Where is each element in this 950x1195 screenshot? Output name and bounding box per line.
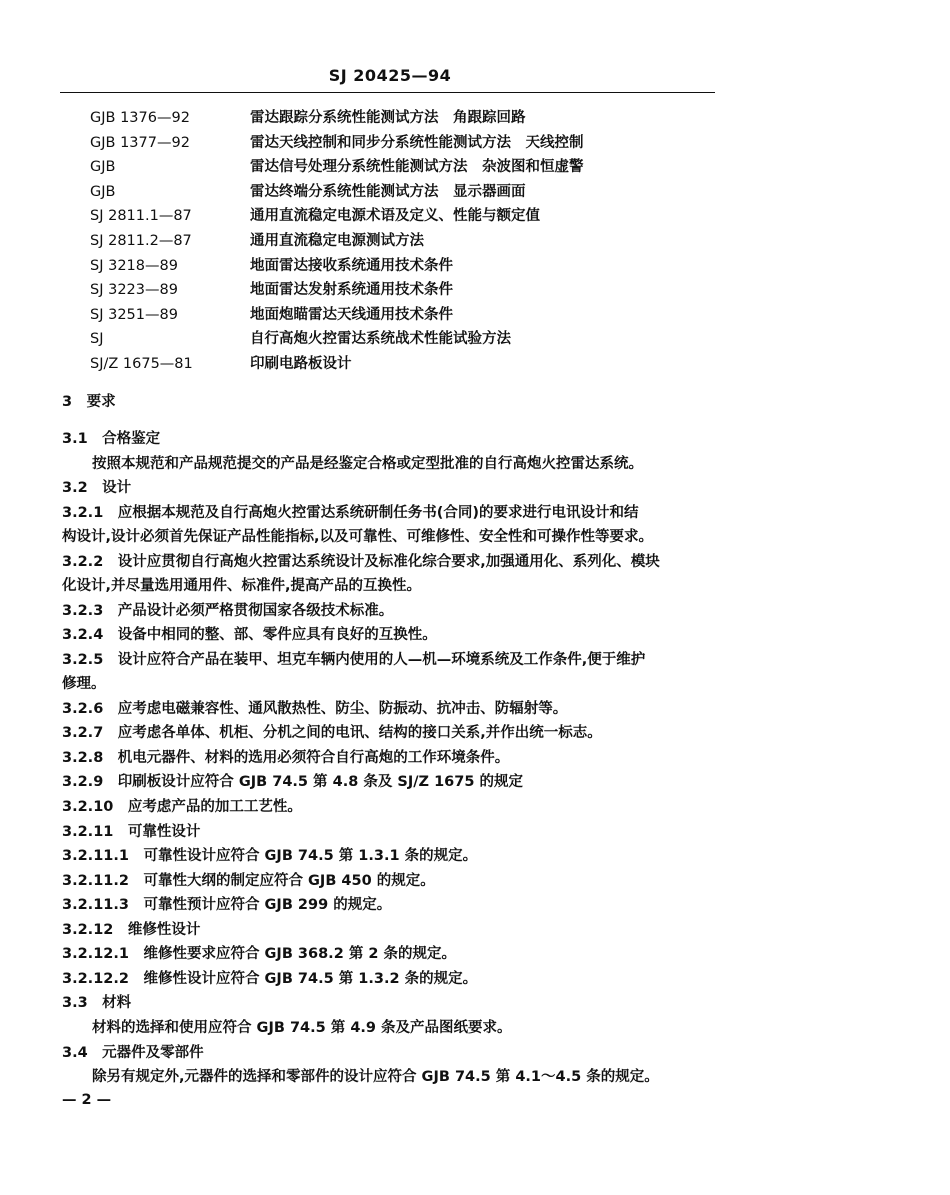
reference-list <box>90 106 730 377</box>
section-heading-3-3: 3.3 材料 <box>62 995 132 1011</box>
reference-row <box>90 327 730 352</box>
paragraph-3-2-11-2: 3.2.11.2 可靠性大纲的制定应符合 GJB 450 的规定。 <box>62 873 435 889</box>
reference-title: 雷达信号处理分系统性能测试方法 杂波图和恒虚警 <box>250 159 584 176</box>
reference-title: 地面炮瞄雷达天线通用技术条件 <box>250 306 453 323</box>
reference-code: SJ 2811.1—87 <box>90 208 192 225</box>
reference-row <box>90 131 730 156</box>
reference-title: 通用直流稳定电源测试方法 <box>250 232 424 249</box>
reference-row <box>90 229 730 254</box>
paragraph-3-2-12-1: 3.2.12.1 维修性要求应符合 GJB 368.2 第 2 条的规定。 <box>62 946 457 962</box>
reference-code: GJB <box>90 183 116 200</box>
paragraph-3-2-2-line1: 3.2.2 设计应贯彻自行高炮火控雷达系统设计及标准化综合要求,加强通用化、系列化、模块 <box>62 554 660 570</box>
reference-row <box>90 106 730 131</box>
reference-code: SJ 3251—89 <box>90 306 178 323</box>
paragraph-3-3: 材料的选择和使用应符合 GJB 74.5 第 4.9 条及产品图纸要求。 <box>92 1020 512 1036</box>
reference-title: 自行高炮火控雷达系统战术性能试验方法 <box>250 331 511 348</box>
paragraph-3-2-10: 3.2.10 应考虑产品的加工工艺性。 <box>62 799 302 815</box>
reference-title: 雷达终端分系统性能测试方法 显示器画面 <box>250 183 526 200</box>
reference-row <box>90 254 730 279</box>
reference-code: SJ 2811.2—87 <box>90 232 192 249</box>
header-rule <box>60 92 715 93</box>
paragraph-3-2-1-line1: 3.2.1 应根据本规范及自行高炮火控雷达系统研制任务书(合同)的要求进行电讯设计和结 <box>62 505 639 521</box>
reference-code: SJ 3218—89 <box>90 257 178 274</box>
reference-title: 通用直流稳定电源术语及定义、性能与额定值 <box>250 208 540 225</box>
page-number: — 2 — <box>62 1092 112 1108</box>
reference-title: 地面雷达接收系统通用技术条件 <box>250 257 453 274</box>
paragraph-3-2-11-1: 3.2.11.1 可靠性设计应符合 GJB 74.5 第 1.3.1 条的规定。 <box>62 848 478 864</box>
paragraph-3-2-9: 3.2.9 印刷板设计应符合 GJB 74.5 第 4.8 条及 SJ/Z 1675 的规定 <box>62 774 523 790</box>
paragraph-3-2-5-line1: 3.2.5 设计应符合产品在装甲、坦克车辆内使用的人—机—环境系统及工作条件,便于维护 <box>62 652 646 668</box>
paragraph-3-2-6: 3.2.6 应考虑电磁兼容性、通风散热性、防尘、防振动、抗冲击、防辐射等。 <box>62 701 568 717</box>
section-heading-3: 3 要求 <box>62 394 116 410</box>
reference-code: GJB <box>90 159 116 176</box>
reference-title: 印刷电路板设计 <box>250 355 352 372</box>
paragraph-3-2-12-2: 3.2.12.2 维修性设计应符合 GJB 74.5 第 1.3.2 条的规定。 <box>62 971 478 987</box>
reference-code: SJ <box>90 331 104 348</box>
reference-row <box>90 303 730 328</box>
paragraph-3-2-11-3: 3.2.11.3 可靠性预计应符合 GJB 299 的规定。 <box>62 897 392 913</box>
paragraph-3-1: 按照本规范和产品规范提交的产品是经鉴定合格或定型批准的自行高炮火控雷达系统。 <box>92 456 643 472</box>
paragraph-3-2-1-line2: 构设计,设计必须首先保证产品性能指标,以及可靠性、可维修性、安全性和可操作性等要求。 <box>62 529 654 545</box>
paragraph-3-4: 除另有规定外,元器件的选择和零部件的设计应符合 GJB 74.5 第 4.1～4.5 条的规定。 <box>92 1069 659 1085</box>
paragraph-3-2-8: 3.2.8 机电元器件、材料的选用必须符合自行高炮的工作环境条件。 <box>62 750 510 766</box>
paragraph-3-2-2-line2: 化设计,并尽量选用通用件、标准件,提高产品的互换性。 <box>62 578 422 594</box>
reference-code: SJ/Z 1675—81 <box>90 355 193 372</box>
reference-row <box>90 180 730 205</box>
paragraph-3-2-5-line2: 修理。 <box>62 676 106 692</box>
reference-title: 雷达跟踪分系统性能测试方法 角跟踪回路 <box>250 110 526 126</box>
section-heading-3-2: 3.2 设计 <box>62 480 132 496</box>
reference-code: SJ 3223—89 <box>90 282 178 299</box>
paragraph-3-2-4: 3.2.4 设备中相同的整、部、零件应具有良好的互换性。 <box>62 627 437 643</box>
reference-code: GJB 1376—92 <box>90 110 190 126</box>
reference-title: 地面雷达发射系统通用技术条件 <box>250 282 453 299</box>
reference-row <box>90 278 730 303</box>
reference-code: GJB 1377—92 <box>90 134 190 151</box>
reference-row <box>90 155 730 180</box>
section-heading-3-2-11: 3.2.11 可靠性设计 <box>62 824 201 840</box>
section-heading-3-4: 3.4 元器件及零部件 <box>62 1045 204 1061</box>
reference-title: 雷达天线控制和同步分系统性能测试方法 天线控制 <box>250 134 584 151</box>
reference-row <box>90 204 730 229</box>
section-heading-3-1: 3.1 合格鉴定 <box>62 431 161 447</box>
reference-row <box>90 352 730 377</box>
section-heading-3-2-12: 3.2.12 维修性设计 <box>62 922 201 938</box>
paragraph-3-2-7: 3.2.7 应考虑各单体、机柜、分机之间的电讯、结构的接口关系,并作出统一标志。 <box>62 725 602 741</box>
paragraph-3-2-3: 3.2.3 产品设计必须严格贯彻国家各级技术标准。 <box>62 603 394 619</box>
document-header-title: SJ 20425—94 <box>328 66 452 85</box>
